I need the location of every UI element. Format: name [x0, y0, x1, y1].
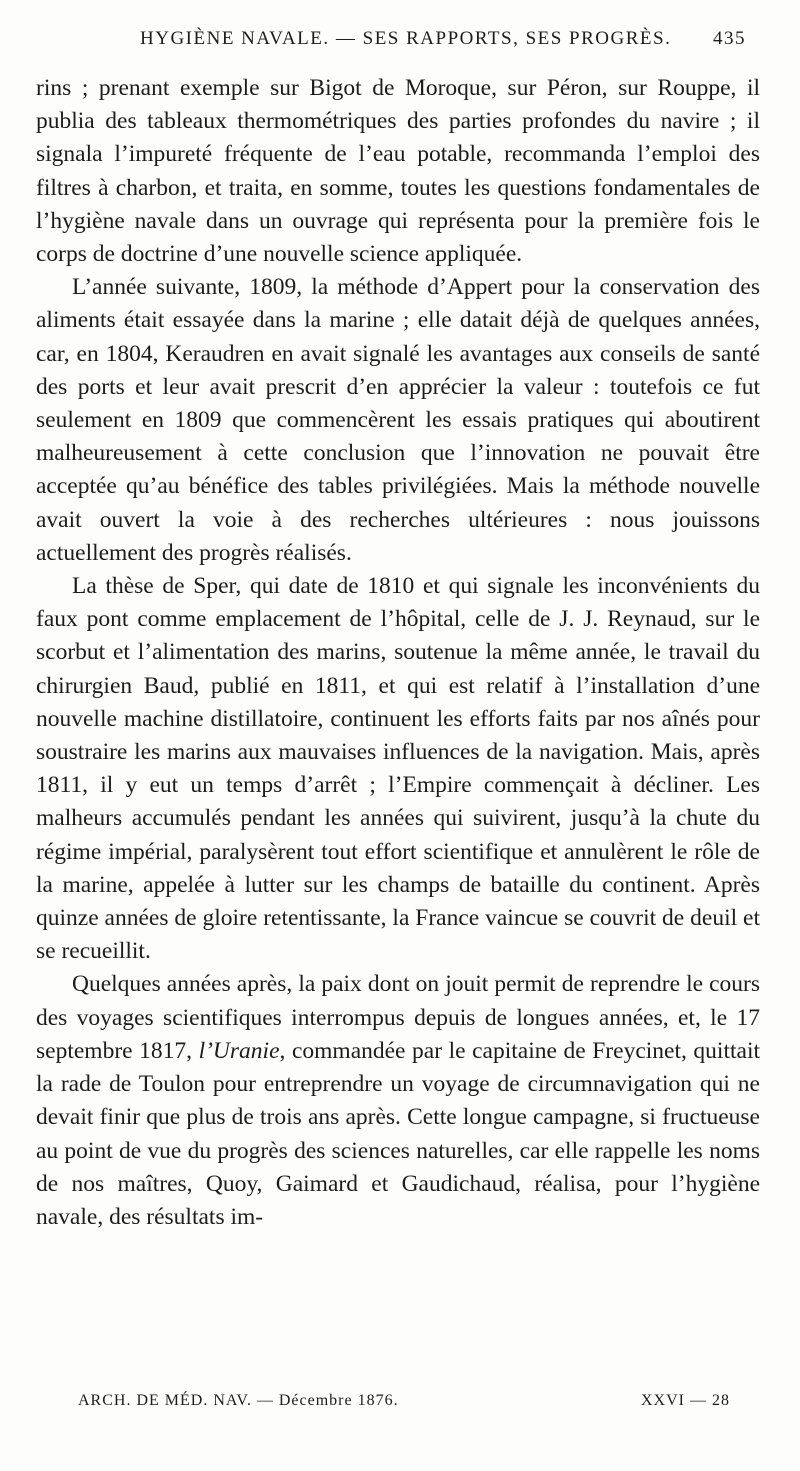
- body-text: [36, 72, 760, 1234]
- footer-citation: [78, 1392, 399, 1410]
- page-footer: [78, 1388, 730, 1418]
- page-number: 435: [713, 28, 746, 49]
- paragraph-continued: rins ; prenant exemple sur Bigot de Moroque, sur Péron, sur Rouppe, il publia des tableaux thermométriques des parties profondes du navire ; il signala l’impureté fréquente de l’eau potable, recommanda l’emploi des filtres à charbon, et traita, en somme, toutes les questions fondamentales de l’hygiène navale dans un ouvrage qui représenta pour la première fois le corps de doctrine d’une nouvelle science appliquée.: [36, 75, 760, 268]
- paragraph-appert: L’année suivante, 1809, la méthode d’Appert pour la conservation des aliments était essayée dans la marine ; elle datait déjà de quelques années, car, en 1804, Keraudren en avait signalé les avantages aux conseils de santé des ports et leur avait prescrit d’en apprécier la valeur : toutefois ce fut seulement en 1809 que commencèrent les essais pratiques qui aboutirent malheureusement à cette conclusion que l’innovation ne pouvait être acceptée qu’au bénéfice des tables privilégiées. Mais la méthode nouvelle avait ouvert la voie à des recherches ultérieures : nous jouissons actuellement des progrès réalisés.: [36, 274, 760, 566]
- footer-journal: ARCH. DE MÉD. NAV.: [78, 1392, 252, 1409]
- paragraph-uranie: [36, 968, 760, 1234]
- paragraph-uranie-end: , commandée par le capitaine de Freycinet, quittait la rade de Toulon pour entreprendre un voyage de circumnavigation qui ne devait finir que plus de trois ans après. Cette longue campagne, si fructueuse au point de vue du progrès des sciences naturelles, car elle rappelle les noms de nos maîtres, Quoy, Gaimard et Gaudichaud, réalisa, pour l’hygiène navale, des résultats im-: [36, 1037, 760, 1230]
- footer-date: — Décembre 1876.: [256, 1392, 399, 1409]
- paragraph-sper: La thèse de Sper, qui date de 1810 et qui signale les inconvénients du faux pont comme emplacement de l’hôpital, celle de J. J. Reynaud, sur le scorbut et l’alimentation des marins, soutenue la même année, le travail du chirurgien Baud, publié en 1811, et qui est relatif à l’installation d’une nouvelle machine distillatoire, continuent les efforts faits par nos aînés pour soustraire les marins aux mauvaises influences de la navigation. Mais, après 1811, il y eut un temps d’arrêt ; l’Empire commençait à décliner. Les malheurs accumulés pendant les années qui suivirent, jusqu’à la chute du régime impérial, paralysèrent tout effort scientifique et annulèrent le rôle de la marine, appelée à lutter sur les champs de bataille du continent. Après quinze années de gloire retentissante, la France vaincue se couvrit de deuil et se recueillit.: [36, 573, 760, 965]
- running-title: HYGIÈNE NAVALE. — SES RAPPORTS, SES PROGRÈS.: [140, 28, 672, 49]
- ship-name: l’Uranie: [198, 1037, 280, 1064]
- footer-signature: XXVI — 28: [641, 1392, 730, 1409]
- running-header: [140, 18, 746, 58]
- paragraph-uranie-start: Quelques années après, la paix dont on jouit permit de reprendre le cours des voyages scientifiques interrompus depuis de longues années, et, le 17 septembre 1817,: [36, 971, 760, 1064]
